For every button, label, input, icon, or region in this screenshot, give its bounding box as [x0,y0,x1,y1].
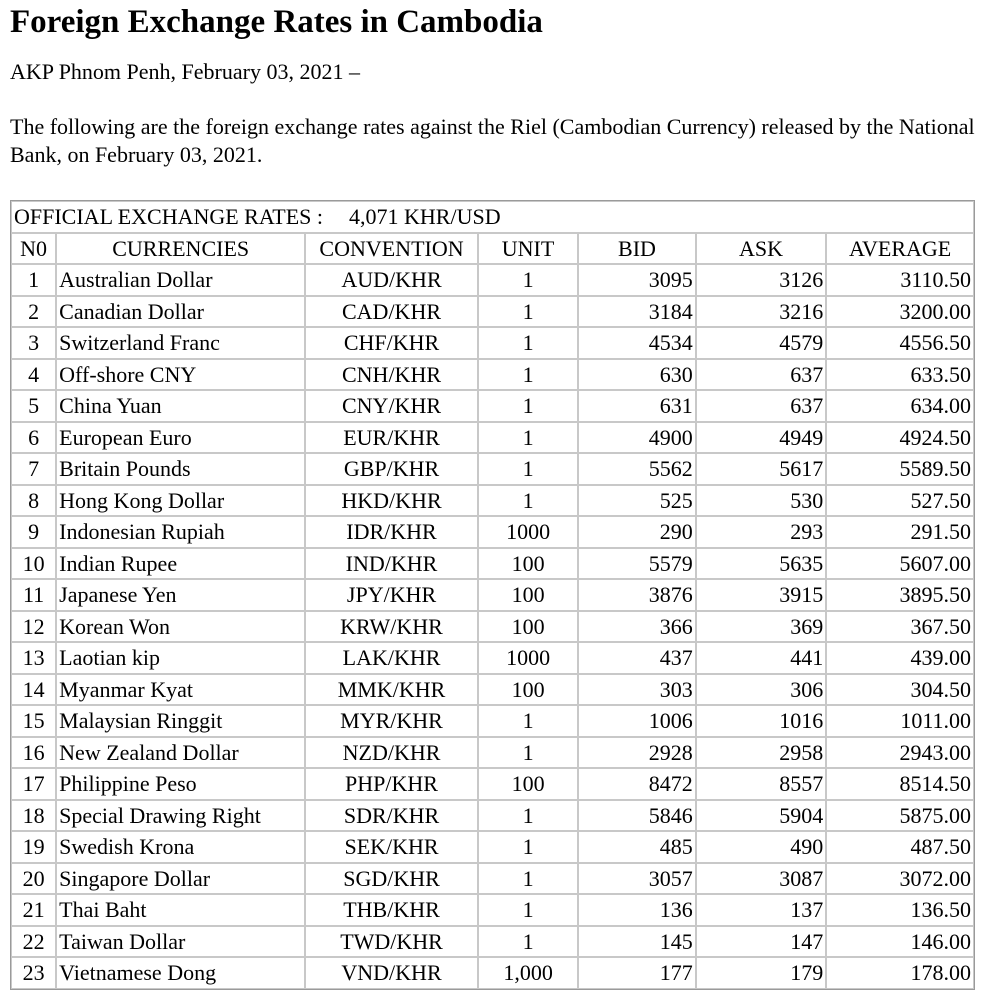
cell-unit: 100 [478,674,578,706]
cell-unit: 1 [478,705,578,737]
cell-currency: Myanmar Kyat [56,674,305,706]
cell-currency: Vietnamese Dong [56,957,305,989]
cell-unit: 1 [478,800,578,832]
header-average: AVERAGE [826,233,974,265]
table-row [11,359,974,391]
cell-currency: Korean Won [56,611,305,643]
cell-average: 633.50 [826,359,974,391]
cell-average: 4556.50 [826,327,974,359]
cell-ask: 441 [696,642,827,674]
header-unit: UNIT [478,233,578,265]
cell-ask: 5617 [696,453,827,485]
cell-ask: 4579 [696,327,827,359]
cell-currency: China Yuan [56,390,305,422]
cell-no: 1 [11,264,56,296]
cell-ask: 530 [696,485,827,517]
cell-unit: 1000 [478,642,578,674]
cell-no: 10 [11,548,56,580]
cell-no: 20 [11,863,56,895]
table-row [11,926,974,958]
cell-no: 11 [11,579,56,611]
cell-ask: 2958 [696,737,827,769]
table-row [11,705,974,737]
table-row [11,957,974,989]
header-convention: CONVENTION [305,233,478,265]
table-row [11,737,974,769]
cell-convention: CAD/KHR [305,296,478,328]
cell-no: 14 [11,674,56,706]
cell-average: 5589.50 [826,453,974,485]
cell-no: 7 [11,453,56,485]
cell-no: 17 [11,768,56,800]
table-row [11,894,974,926]
cell-bid: 8472 [578,768,695,800]
cell-no: 5 [11,390,56,422]
cell-convention: EUR/KHR [305,422,478,454]
cell-unit: 1 [478,894,578,926]
cell-currency: Thai Baht [56,894,305,926]
table-row [11,422,974,454]
cell-currency: Britain Pounds [56,453,305,485]
cell-no: 9 [11,516,56,548]
cell-no: 18 [11,800,56,832]
cell-unit: 100 [478,768,578,800]
cell-convention: CHF/KHR [305,327,478,359]
cell-unit: 1 [478,485,578,517]
cell-unit: 1000 [478,516,578,548]
cell-unit: 1 [478,296,578,328]
cell-convention: NZD/KHR [305,737,478,769]
cell-currency: Philippine Peso [56,768,305,800]
cell-no: 12 [11,611,56,643]
cell-unit: 1 [478,863,578,895]
page-title: Foreign Exchange Rates in Cambodia [10,4,543,40]
cell-convention: VND/KHR [305,957,478,989]
official-rate-value: 4,071 KHR/USD [349,204,501,229]
cell-average: 367.50 [826,611,974,643]
cell-ask: 3915 [696,579,827,611]
cell-no: 13 [11,642,56,674]
cell-average: 527.50 [826,485,974,517]
cell-no: 2 [11,296,56,328]
cell-bid: 2928 [578,737,695,769]
cell-currency: Hong Kong Dollar [56,485,305,517]
table-row [11,516,974,548]
cell-average: 136.50 [826,894,974,926]
cell-currency: Switzerland Franc [56,327,305,359]
cell-currency: Taiwan Dollar [56,926,305,958]
cell-bid: 437 [578,642,695,674]
table-row [11,768,974,800]
cell-average: 3072.00 [826,863,974,895]
cell-currency: Malaysian Ringgit [56,705,305,737]
cell-unit: 1 [478,264,578,296]
header-row [11,233,974,265]
cell-unit: 1 [478,359,578,391]
cell-bid: 631 [578,390,695,422]
cell-bid: 4900 [578,422,695,454]
cell-average: 4924.50 [826,422,974,454]
cell-average: 291.50 [826,516,974,548]
cell-bid: 5562 [578,453,695,485]
cell-ask: 137 [696,894,827,926]
cell-unit: 1 [478,831,578,863]
table-row [11,831,974,863]
cell-convention: CNH/KHR [305,359,478,391]
cell-convention: TWD/KHR [305,926,478,958]
cell-currency: Japanese Yen [56,579,305,611]
cell-convention: CNY/KHR [305,390,478,422]
cell-no: 4 [11,359,56,391]
cell-bid: 3057 [578,863,695,895]
cell-unit: 1 [478,737,578,769]
cell-bid: 145 [578,926,695,958]
cell-ask: 3216 [696,296,827,328]
cell-average: 439.00 [826,642,974,674]
cell-bid: 525 [578,485,695,517]
cell-average: 3110.50 [826,264,974,296]
cell-convention: IND/KHR [305,548,478,580]
cell-ask: 5635 [696,548,827,580]
rate-rows [11,264,974,989]
exchange-rate-table-container [10,200,975,990]
cell-bid: 5846 [578,800,695,832]
table-row [11,674,974,706]
cell-no: 23 [11,957,56,989]
cell-convention: SGD/KHR [305,863,478,895]
cell-unit: 100 [478,548,578,580]
cell-unit: 100 [478,579,578,611]
cell-convention: LAK/KHR [305,642,478,674]
cell-ask: 1016 [696,705,827,737]
cell-convention: KRW/KHR [305,611,478,643]
cell-no: 15 [11,705,56,737]
cell-ask: 8557 [696,768,827,800]
cell-currency: Laotian kip [56,642,305,674]
cell-bid: 3876 [578,579,695,611]
cell-bid: 5579 [578,548,695,580]
cell-currency: European Euro [56,422,305,454]
cell-unit: 100 [478,611,578,643]
cell-unit: 1 [478,926,578,958]
cell-convention: PHP/KHR [305,768,478,800]
cell-currency: Singapore Dollar [56,863,305,895]
cell-ask: 4949 [696,422,827,454]
cell-currency: Canadian Dollar [56,296,305,328]
cell-bid: 177 [578,957,695,989]
table-row [11,579,974,611]
cell-average: 2943.00 [826,737,974,769]
cell-currency: Australian Dollar [56,264,305,296]
cell-currency: Indian Rupee [56,548,305,580]
official-rate-label: OFFICIAL EXCHANGE RATES : [14,204,324,229]
cell-average: 146.00 [826,926,974,958]
table-row [11,863,974,895]
table-row [11,611,974,643]
table-row [11,642,974,674]
cell-currency: Off-shore CNY [56,359,305,391]
cell-no: 19 [11,831,56,863]
table-row [11,327,974,359]
exchange-rate-table [10,200,975,990]
cell-no: 8 [11,485,56,517]
cell-no: 6 [11,422,56,454]
cell-convention: THB/KHR [305,894,478,926]
cell-bid: 3184 [578,296,695,328]
cell-unit: 1 [478,422,578,454]
cell-convention: GBP/KHR [305,453,478,485]
cell-convention: SDR/KHR [305,800,478,832]
table-row [11,548,974,580]
cell-average: 304.50 [826,674,974,706]
cell-no: 3 [11,327,56,359]
cell-unit: 1 [478,453,578,485]
cell-ask: 5904 [696,800,827,832]
intro-paragraph: The following are the foreign exchange rates against the Riel (Cambodian Currency) released by the National Bank, on February 03, 2021. [10,114,975,167]
cell-bid: 630 [578,359,695,391]
cell-average: 8514.50 [826,768,974,800]
cell-ask: 637 [696,359,827,391]
header-ask: ASK [696,233,827,265]
header-currencies: CURRENCIES [56,233,305,265]
cell-convention: HKD/KHR [305,485,478,517]
cell-no: 16 [11,737,56,769]
cell-bid: 366 [578,611,695,643]
dateline: AKP Phnom Penh, February 03, 2021 – [10,59,360,84]
cell-convention: SEK/KHR [305,831,478,863]
table-row [11,390,974,422]
cell-bid: 303 [578,674,695,706]
cell-average: 5607.00 [826,548,974,580]
table-row [11,485,974,517]
cell-unit: 1 [478,327,578,359]
cell-convention: JPY/KHR [305,579,478,611]
cell-average: 178.00 [826,957,974,989]
cell-convention: AUD/KHR [305,264,478,296]
cell-bid: 3095 [578,264,695,296]
cell-convention: MYR/KHR [305,705,478,737]
cell-average: 5875.00 [826,800,974,832]
cell-average: 3895.50 [826,579,974,611]
cell-convention: MMK/KHR [305,674,478,706]
cell-ask: 3087 [696,863,827,895]
cell-average: 487.50 [826,831,974,863]
cell-average: 1011.00 [826,705,974,737]
header-bid: BID [578,233,695,265]
cell-ask: 147 [696,926,827,958]
cell-ask: 3126 [696,264,827,296]
cell-bid: 136 [578,894,695,926]
cell-currency: New Zealand Dollar [56,737,305,769]
header-no: N0 [11,233,56,265]
cell-ask: 369 [696,611,827,643]
cell-unit: 1 [478,390,578,422]
cell-no: 22 [11,926,56,958]
table-row [11,296,974,328]
official-rate-row [11,201,974,233]
official-rate-caption [11,201,974,233]
cell-no: 21 [11,894,56,926]
cell-convention: IDR/KHR [305,516,478,548]
table-row [11,800,974,832]
cell-ask: 490 [696,831,827,863]
cell-ask: 637 [696,390,827,422]
cell-currency: Special Drawing Right [56,800,305,832]
table-row [11,453,974,485]
cell-currency: Indonesian Rupiah [56,516,305,548]
cell-bid: 4534 [578,327,695,359]
cell-ask: 293 [696,516,827,548]
cell-average: 634.00 [826,390,974,422]
cell-unit: 1,000 [478,957,578,989]
cell-bid: 290 [578,516,695,548]
cell-currency: Swedish Krona [56,831,305,863]
cell-average: 3200.00 [826,296,974,328]
cell-ask: 179 [696,957,827,989]
cell-ask: 306 [696,674,827,706]
table-row [11,264,974,296]
cell-bid: 1006 [578,705,695,737]
cell-bid: 485 [578,831,695,863]
